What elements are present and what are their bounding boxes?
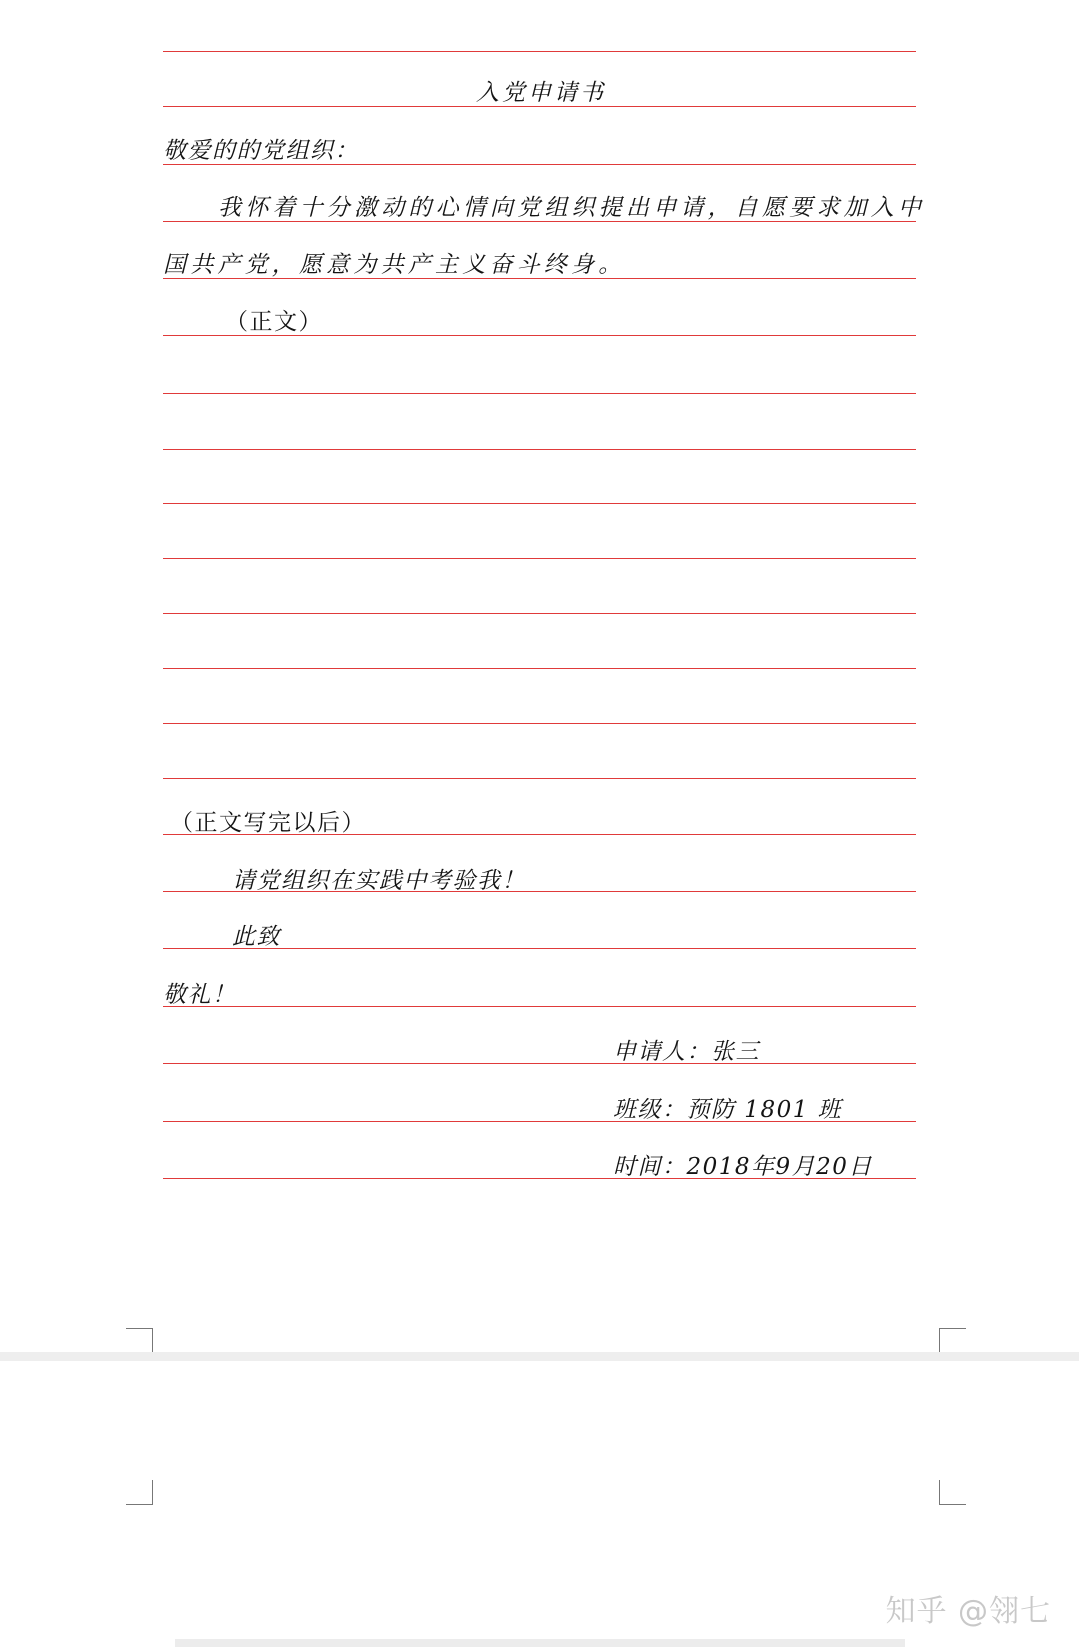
closing-line: 请党组织在实践中考验我！	[232, 868, 526, 894]
ruled-line	[163, 723, 916, 724]
ruled-line	[163, 613, 916, 614]
salutation-cizhi: 此致	[232, 924, 281, 950]
page-corner-mark	[126, 1328, 153, 1353]
page-corner-mark	[939, 1480, 966, 1505]
ruled-line	[163, 778, 916, 779]
body-line-1: 我怀着十分激动的心情向党组织提出申请，自愿要求加入中	[218, 195, 926, 221]
ruled-line	[163, 558, 916, 559]
page-corner-mark	[939, 1328, 966, 1353]
document-title: 入党申请书	[476, 80, 606, 106]
bottom-toolbar-strip	[175, 1639, 905, 1647]
page-separator	[0, 1352, 1079, 1361]
ruled-line	[163, 1006, 916, 1007]
signature-applicant: 申请人：张三	[613, 1039, 760, 1065]
page-corner-mark	[126, 1480, 153, 1505]
ruled-line	[163, 393, 916, 394]
body-line-2: 国共产党，愿意为共产主义奋斗终身。	[163, 252, 626, 278]
ruled-line	[163, 503, 916, 504]
watermark: 知乎 @翎七	[885, 1594, 1051, 1629]
ruled-line	[163, 449, 916, 450]
signature-class: 班级：预防 1801 班	[613, 1097, 843, 1123]
greeting: 敬爱的的党组织：	[163, 138, 359, 164]
body-placeholder: （正文）	[225, 309, 323, 335]
signature-date: 时间：2018年9月20日	[613, 1154, 873, 1180]
ruled-line	[163, 51, 916, 52]
ruled-line	[163, 668, 916, 669]
salutation-jingli: 敬礼！	[163, 982, 237, 1008]
after-body-placeholder: （正文写完以后）	[170, 810, 366, 836]
ruled-line	[163, 1063, 916, 1064]
